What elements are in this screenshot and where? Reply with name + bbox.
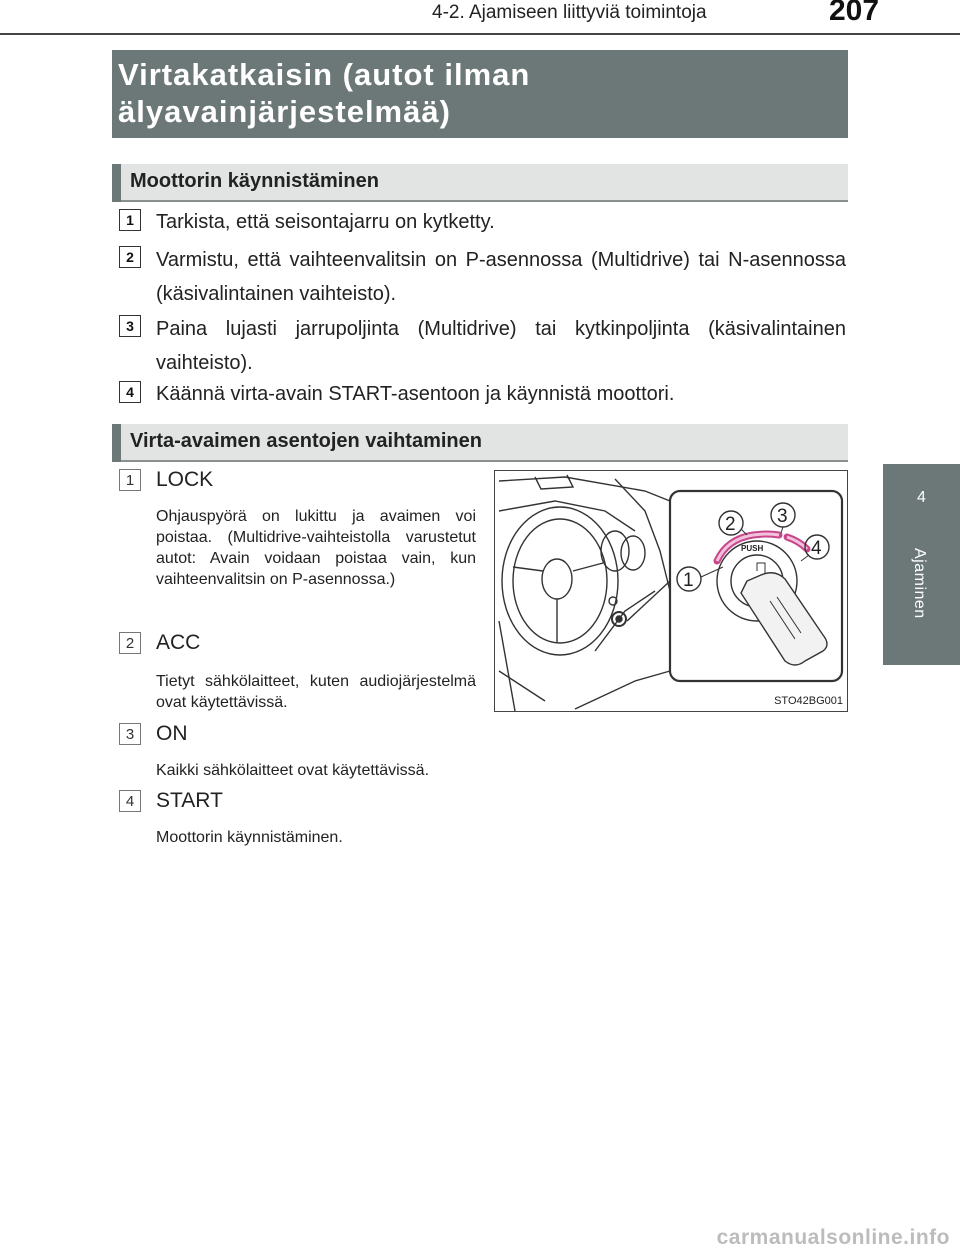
callout-2-text: 2 bbox=[725, 514, 736, 535]
step-number-badge: 1 bbox=[119, 209, 141, 231]
position-description: Tietyt sähkölaitteet, kuten audiojärjestelmä ovat käytettävissä. bbox=[156, 673, 476, 711]
illustration-caption: STO42BG001 bbox=[774, 695, 843, 707]
callout-1-text: 1 bbox=[683, 570, 694, 591]
step-text: Käännä virta-avain START-asentoon ja käynnistä moottori. bbox=[156, 383, 675, 405]
side-tab-label: Ajaminen bbox=[911, 548, 928, 619]
subsection-title: Virta-avaimen asentojen vaihtaminen bbox=[130, 430, 482, 452]
page-number: 207 bbox=[829, 0, 880, 27]
step-number-badge: 3 bbox=[119, 315, 141, 337]
position-number-badge: 1 bbox=[119, 469, 141, 491]
chapter-side-tab bbox=[883, 464, 960, 665]
callout-3-text: 3 bbox=[777, 506, 788, 527]
chapter-header: 4-2. Ajamiseen liittyviä toimintoja bbox=[432, 2, 707, 23]
step-text: Paina lujasti jarrupoljinta (Multidrive) tai kytkinpoljinta (käsivalintainen vaihteisto). bbox=[156, 318, 846, 374]
position-number-badge: 4 bbox=[119, 790, 141, 812]
position-number-badge: 3 bbox=[119, 723, 141, 745]
section-title-banner bbox=[112, 50, 848, 138]
header-divider bbox=[0, 33, 960, 35]
push-label-text: PUSH bbox=[741, 544, 764, 553]
position-label: START bbox=[156, 789, 223, 812]
step-number-badge: 2 bbox=[119, 246, 141, 268]
step-text: Tarkista, että seisontajarru on kytketty. bbox=[156, 211, 495, 233]
callout-4-text: 4 bbox=[811, 538, 822, 559]
position-description: Moottorin käynnistäminen. bbox=[156, 829, 343, 846]
position-description: Ohjauspyörä on lukittu ja avaimen voi poistaa. (Multidrive-vaihteistolla varustetut autot: Avain voidaan poistaa vain, kun vaihteenvalitsin on P-asennossa.) bbox=[156, 508, 476, 588]
side-tab-number: 4 bbox=[917, 489, 926, 506]
position-label: ON bbox=[156, 722, 188, 745]
subsection-header-start-engine bbox=[112, 164, 848, 202]
position-number-badge: 2 bbox=[119, 632, 141, 654]
position-label: ACC bbox=[156, 631, 201, 654]
subsection-title: Moottorin käynnistäminen bbox=[130, 170, 379, 192]
dashboard-line-drawing bbox=[495, 471, 847, 711]
footer-watermark: carmanualsonline.info bbox=[716, 1226, 950, 1249]
subsection-header-key-positions bbox=[112, 424, 848, 462]
section-title: Virtakatkaisin (autot ilman älyavainjärjestelmää) bbox=[118, 57, 531, 129]
step-text: Varmistu, että vaihteenvalitsin on P-asennossa (Multidrive) tai N-asennossa (käsivalintainen vaihteisto). bbox=[156, 249, 846, 305]
position-description: Kaikki sähkölaitteet ovat käytettävissä. bbox=[156, 762, 430, 779]
position-label: LOCK bbox=[156, 468, 214, 491]
step-number-badge: 4 bbox=[119, 381, 141, 403]
ignition-switch-illustration bbox=[494, 470, 848, 712]
